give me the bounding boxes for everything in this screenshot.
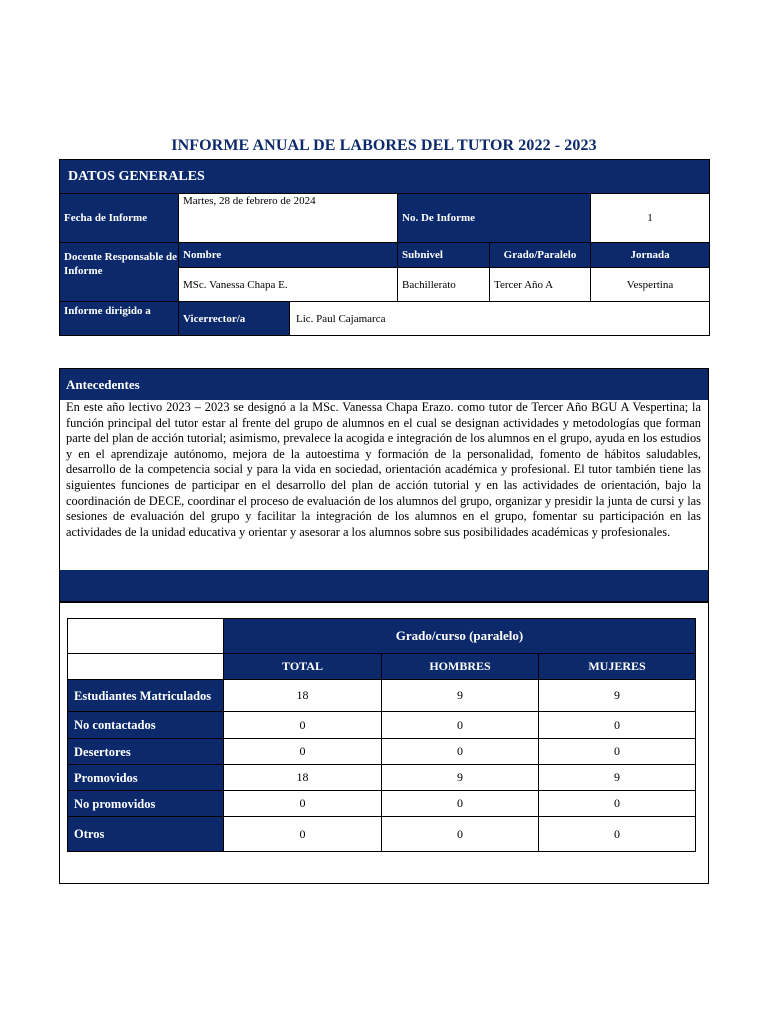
- col-total-header: TOTAL: [224, 654, 382, 680]
- mujeres-cell: 9: [539, 765, 696, 791]
- table-row: [68, 765, 696, 791]
- datos-generales-heading: DATOS GENERALES: [60, 160, 710, 194]
- dirigido-label: Informe dirigido a: [60, 302, 179, 336]
- table-row: [68, 680, 696, 712]
- datos-generales-table: [59, 159, 710, 336]
- antecedentes-text: En este año lectivo 2023 – 2023 se designó a la MSc. Vanessa Chapa Erazo. como tutor de Tercer Año BGU A Vespertina; la función principal del tutor estar al frente del grupo de alumnos en el cual se designan actividades y metodologías que forman parte del plan de acción tutorial; asimismo, prevalece la acogida e integración de los alumnos en el grupo, ayuda en los estudios y en el aprendizaje autónomo, mejora de la autoestima y formación de la personalidad, fomento de hábitos saludables, desarrollo de la competencia social y para la vida en sociedad, orientación académica y profesional. El tutor también tiene las siguientes funciones de participar en el desarrollo del plan de acción tutorial y en las actividades de orientación, bajo la coordinación de DECE, coordinar el proceso de evaluación de los alumnos del grupo, organizar y presidir la junta de cursi y las sesiones de evaluación del grupo y facilitar la integración de los alumnos en el grupo, fomentar su participación en las actividades de la unidad educativa y orientar y asesorar a los alumnos sobre sus posibilidades académicas y profesionales.: [66, 400, 701, 539]
- total-cell: 18: [224, 680, 382, 712]
- mujeres-cell: 0: [539, 712, 696, 739]
- stats-table: [67, 618, 696, 852]
- col-mujeres-header: MUJERES: [539, 654, 696, 680]
- hombres-cell: 9: [382, 765, 539, 791]
- table-row: [68, 791, 696, 817]
- total-cell: 0: [224, 791, 382, 817]
- col-hombres-header: HOMBRES: [382, 654, 539, 680]
- table-row: [68, 739, 696, 765]
- row-label: Promovidos: [68, 765, 224, 791]
- fecha-label: Fecha de Informe: [60, 194, 179, 243]
- grado-curso-header: Grado/curso (paralelo): [224, 619, 696, 654]
- dirigido-cell: [179, 302, 710, 336]
- hombres-cell: 0: [382, 791, 539, 817]
- grado-value: Tercer Año A: [490, 268, 591, 302]
- hombres-cell: 0: [382, 712, 539, 739]
- no-informe-label: No. De Informe: [398, 194, 591, 243]
- table-row: [68, 817, 696, 852]
- document-title: INFORME ANUAL DE LABORES DEL TUTOR 2022 - 2023: [171, 137, 597, 154]
- stats-corner-cell: [68, 619, 224, 654]
- row-label: Desertores: [68, 739, 224, 765]
- subnivel-header: Subnivel: [398, 243, 490, 268]
- row-label: No contactados: [68, 712, 224, 739]
- mujeres-cell: 0: [539, 817, 696, 852]
- fecha-value: Martes, 28 de febrero de 2024: [179, 194, 398, 243]
- nombre-header: Nombre: [179, 243, 398, 268]
- total-cell: 18: [224, 765, 382, 791]
- antecedentes-section: [59, 368, 709, 603]
- row-label: Otros: [68, 817, 224, 852]
- total-cell: 0: [224, 712, 382, 739]
- mujeres-cell: 9: [539, 680, 696, 712]
- mujeres-cell: 0: [539, 791, 696, 817]
- antecedentes-heading: Antecedentes: [60, 369, 708, 400]
- row-label: Estudiantes Matriculados: [68, 680, 224, 712]
- jornada-value: Vespertina: [591, 268, 710, 302]
- hombres-cell: 0: [382, 739, 539, 765]
- nombre-value: MSc. Vanessa Chapa E.: [179, 268, 398, 302]
- docente-label: Docente Responsable de Informe: [60, 243, 179, 302]
- vicerrector-label: Vicerrector/a: [179, 302, 290, 335]
- total-cell: 0: [224, 817, 382, 852]
- subnivel-value: Bachillerato: [398, 268, 490, 302]
- stats-corner-cell-2: [68, 654, 224, 680]
- mujeres-cell: 0: [539, 739, 696, 765]
- hombres-cell: 0: [382, 817, 539, 852]
- total-cell: 0: [224, 739, 382, 765]
- antecedentes-bottom-bar: [60, 570, 708, 602]
- table-row: [68, 712, 696, 739]
- jornada-header: Jornada: [591, 243, 710, 268]
- no-informe-value: 1: [591, 194, 710, 243]
- row-label: No promovidos: [68, 791, 224, 817]
- grado-header: Grado/Paralelo: [490, 243, 591, 268]
- hombres-cell: 9: [382, 680, 539, 712]
- vicerrector-value: Lic. Paul Cajamarca: [296, 312, 386, 325]
